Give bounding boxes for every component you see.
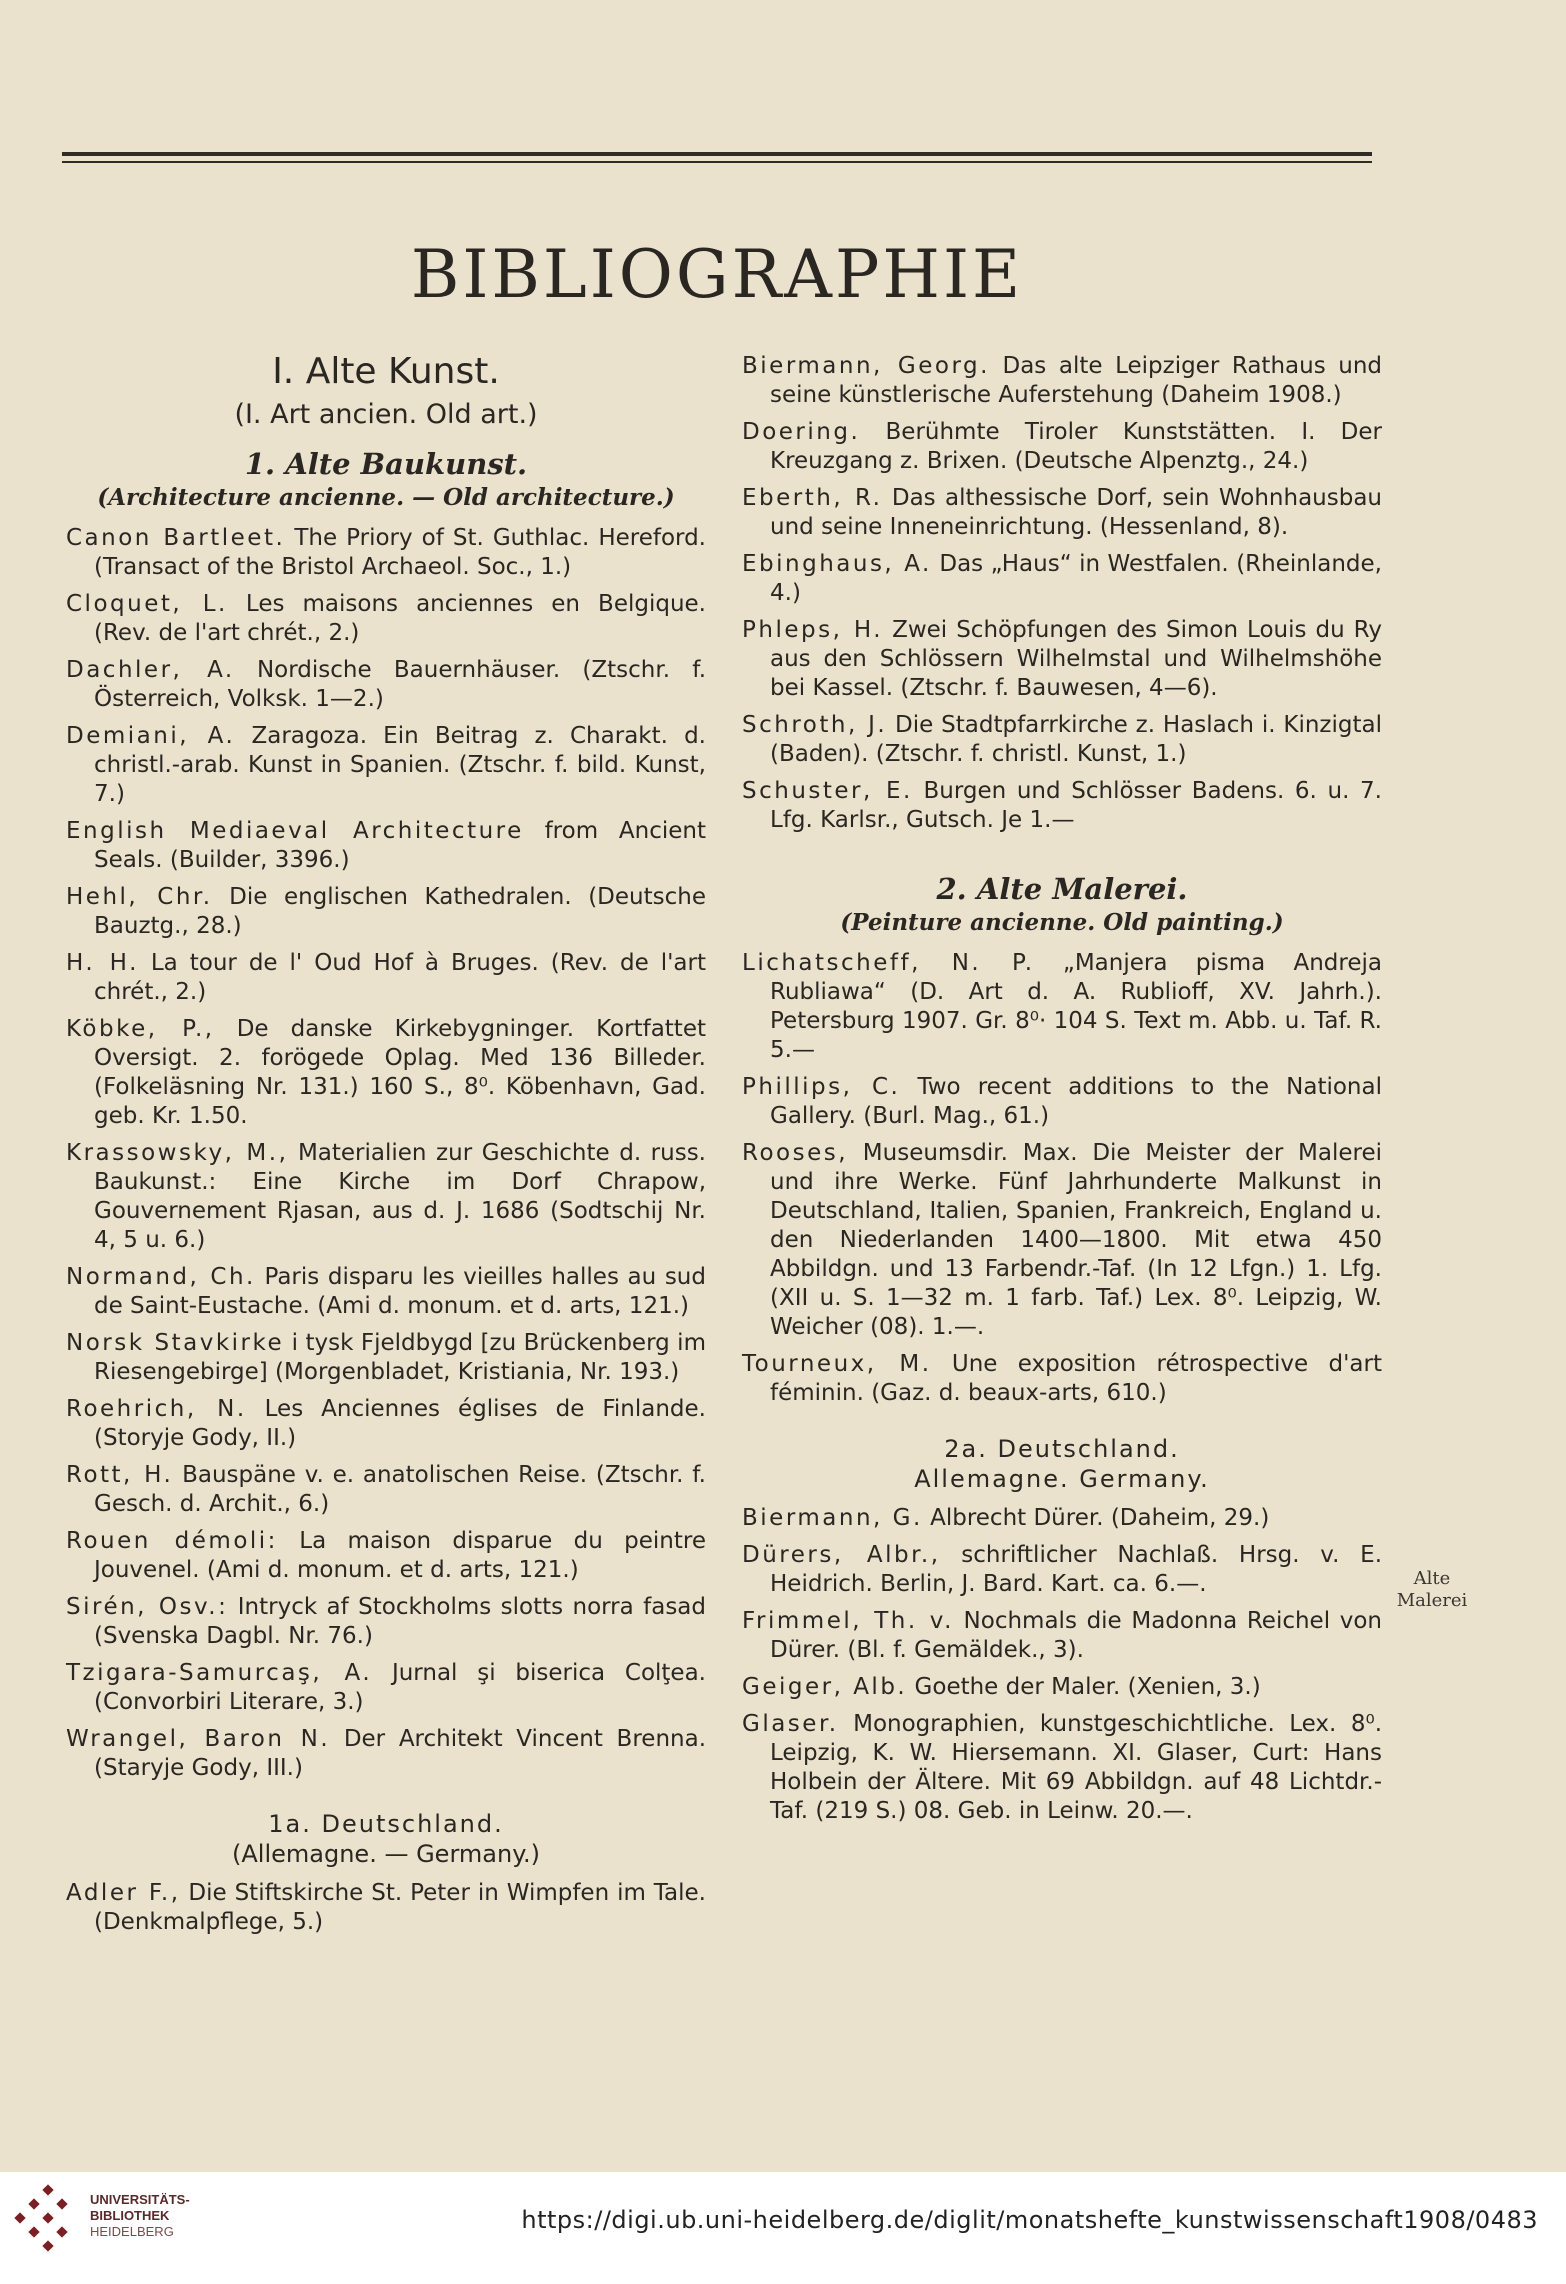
entry-author: Adler F.,: [66, 1880, 181, 1906]
bibliography-entry: [742, 949, 1382, 1065]
subsection-subheading: (Architecture ancienne. — Old architecture.): [97, 484, 675, 511]
bibliography-entry: [742, 550, 1382, 608]
entry-text: Bauspäne v. e. anatolischen Reise. (Ztschr. f. Gesch. d. Archit., 6.): [94, 1462, 706, 1517]
entry-list: [66, 524, 706, 1783]
entry-text: Das alte Leipziger Rathaus und seine künstlerische Auferstehung (Daheim 1908.): [770, 353, 1382, 408]
entry-list: [66, 1879, 706, 1937]
bibliography-entry: [742, 418, 1382, 476]
bibliography-entry: [66, 1879, 706, 1937]
entry-text: Les maisons anciennes en Belgique. (Rev. de l'art chrét., 2.): [94, 591, 706, 646]
bibliography-entry: [742, 711, 1382, 769]
bibliography-entry: [66, 1139, 706, 1255]
top-rule-thin: [62, 161, 1372, 163]
entry-author: Dachler, A.: [66, 657, 235, 683]
library-name-line: BIBLIOTHEK: [90, 2208, 170, 2223]
entry-text: La maison disparue du peintre Jouvenel. (Ami d. monum. et d. arts, 121.): [94, 1528, 706, 1583]
entry-text: Burgen und Schlösser Badens. 6. u. 7. Lfg. Karlsr., Gutsch. Je 1.—: [770, 778, 1382, 833]
entry-author: Wrangel, Baron N.: [66, 1726, 331, 1752]
right-column: [742, 352, 1382, 1834]
entry-text: Two recent additions to the National Gallery. (Burl. Mag., 61.): [770, 1074, 1382, 1129]
left-column: [66, 350, 706, 1945]
entry-author: Schroth, J.: [742, 712, 888, 738]
entry-text: Die Stadtpfarrkirche z. Haslach i. Kinzigtal (Baden). (Ztschr. f. christl. Kunst, 1.): [770, 712, 1383, 767]
bibliography-entry: [66, 656, 706, 714]
subsection-subheading: (Peinture ancienne. Old painting.): [840, 909, 1284, 936]
bibliography-entry: [66, 1659, 706, 1717]
entry-text: Monographien, kunstgeschichtliche. Lex. 8⁰. Leipzig, K. W. Hiersemann. XI. Glaser, Curt: Hans Holbein der Ältere. Mit 69 Abbildgn. auf 48 Lichtdr.-Taf. (219 S.) 08. Geb. in Leinw. 20.—.: [770, 1711, 1382, 1824]
entry-text: Museumsdir. Max. Die Meister der Malerei und ihre Werke. Fünf Jahrhunderte Malkunst in Deutschland, Italien, Spanien, Frankreich, England u. den Niederlanden 1400—1800. Mit etwa 450 Abbildgn. und 13 Farbendr.-Taf. (In 12 Lfgn.) 1. Lfg. (XII u. S. 1—32 m. 1 farb. Taf.) Lex. 8⁰. Leipzig, W. Weicher (08). 1.—.: [770, 1140, 1382, 1340]
viewer-footer: [0, 2172, 1566, 2284]
entry-author: Hehl, Chr.: [66, 884, 213, 910]
entry-text: „Manjera pisma Andreja Rubliawa“ (D. Art d. A. Rublioff, XV. Jahrh.). Petersburg 1907. Gr. 8⁰· 104 S. Text m. Abb. u. Taf. R. 5.—: [770, 950, 1382, 1063]
bibliography-entry: [742, 777, 1382, 835]
entry-text: schriftlicher Nachlaß. Hrsg. v. E. Heidrich. Berlin, J. Bard. Kart. ca. 6.—.: [770, 1542, 1383, 1597]
entry-text: Une exposition rétrospective d'art féminin. (Gaz. d. beaux-arts, 610.): [770, 1351, 1382, 1406]
sub-subsection-subheading: (Allemagne. — Germany.): [232, 1840, 540, 1868]
entry-author: Eberth, R.: [742, 485, 883, 511]
entry-author: Tourneux, M.: [742, 1351, 932, 1377]
entry-author: Glaser.: [742, 1711, 839, 1737]
sub-subsection-heading: 2a. Deutschland.: [944, 1435, 1180, 1463]
bibliography-entry: [742, 1607, 1382, 1665]
subsection-heading: 2. Alte Malerei.: [936, 872, 1188, 906]
entry-list: [742, 949, 1382, 1408]
margin-note: Alte Malerei: [1396, 1568, 1468, 1611]
bibliography-entry: [66, 949, 706, 1007]
bibliography-entry: [742, 484, 1382, 542]
top-rule: [62, 152, 1372, 156]
entry-text: Goethe der Maler. (Xenien, 3.): [907, 1674, 1261, 1700]
entry-list: [742, 352, 1382, 835]
entry-text: Die Stiftskirche St. Peter in Wimpfen im Tale. (Denkmalpflege, 5.): [94, 1880, 706, 1935]
entry-list: [742, 1504, 1382, 1826]
bibliography-entry: [66, 524, 706, 582]
entry-author: Rooses,: [742, 1140, 849, 1166]
bibliography-entry: [742, 1710, 1382, 1826]
entry-author: Rott, H.: [66, 1462, 174, 1488]
entry-text: Materialien zur Geschichte d. russ. Baukunst.: Eine Kirche im Dorf Chrapow, Gouvernement Rjasan, aus d. J. 1686 (Sodtschij Nr. 4, 5 u. 6.): [94, 1140, 706, 1253]
entry-author: Krassowsky, M.,: [66, 1140, 289, 1166]
entry-author: Phillips, C.: [742, 1074, 901, 1100]
entry-author: Ebinghaus, A.: [742, 551, 932, 577]
entry-text: Nochmals die Madonna Reichel von Dürer. (Bl. f. Gemäldek., 3).: [770, 1608, 1382, 1663]
entry-text: Berühmte Tiroler Kunststätten. I. Der Kreuzgang z. Brixen. (Deutsche Alpenztg., 24.): [770, 419, 1382, 474]
entry-author: Canon Bartleet.: [66, 525, 286, 551]
entry-text: Paris disparu les vieilles halles au sud de Saint-Eustache. (Ami d. monum. et d. arts, 121.): [94, 1264, 706, 1319]
page-title: BIBLIOGRAPHIE: [410, 236, 1024, 313]
entry-text: The Priory of St. Guthlac. Hereford. (Transact of the Bristol Archaeol. Soc., 1.): [94, 525, 706, 580]
bibliography-entry: [742, 1504, 1382, 1533]
entry-text: Zwei Schöpfungen des Simon Louis du Ry aus den Schlössern Wilhelmstal und Wilhelmshöhe bei Kassel. (Ztschr. f. Bauwesen, 4—6).: [770, 617, 1382, 701]
bibliography-entry: [742, 1673, 1382, 1702]
entry-text: Les Anciennes églises de Finlande. (Storyje Gody, II.): [94, 1396, 706, 1451]
entry-text: De danske Kirkebygninger. Kortfattet Oversigt. 2. forögede Oplag. Med 136 Billeder. (Folkeläsning Nr. 131.) 160 S., 8⁰. Köbenhavn, Gad. geb. Kr. 1.50.: [94, 1016, 706, 1129]
bibliography-entry: [742, 616, 1382, 703]
library-name-line: HEIDELBERG: [90, 2224, 174, 2239]
bibliography-entry: [742, 1139, 1382, 1342]
entry-text: Jurnal şi biserica Colţea. (Convorbiri Literare, 3.): [94, 1660, 706, 1715]
entry-author: Tzigara-Samurcaş, A.: [66, 1660, 373, 1686]
entry-text: La tour de l' Oud Hof à Bruges. (Rev. de l'art chrét., 2.): [94, 950, 706, 1005]
entry-text: Albrecht Dürer. (Daheim, 29.): [922, 1505, 1270, 1531]
entry-text: Der Architekt Vincent Brenna. (Staryje Gody, III.): [94, 1726, 706, 1781]
bibliography-entry: [742, 1073, 1382, 1131]
bibliography-entry: [66, 1015, 706, 1131]
entry-text: Zaragoza. Ein Beitrag z. Charakt. d. christl.-arab. Kunst in Spanien. (Ztschr. f. bild. Kunst, 7.): [94, 723, 706, 807]
section-heading: I. Alte Kunst.: [272, 351, 500, 392]
entry-text: Das althessische Dorf, sein Wohnhausbau und seine Inneneinrichtung. (Hessenland, 8).: [770, 485, 1382, 540]
entry-author: Roehrich, N.: [66, 1396, 247, 1422]
bibliography-entry: [66, 722, 706, 809]
entry-author: Biermann, G.: [742, 1505, 923, 1531]
bibliography-entry: [66, 1329, 706, 1387]
entry-author: Norsk Stavkirke: [66, 1330, 285, 1356]
entry-author: Frimmel, Th. v.: [742, 1608, 954, 1634]
sub-subsection-subheading: Allemagne. Germany.: [914, 1465, 1210, 1493]
subsection-heading: 1. Alte Baukunst.: [244, 447, 528, 481]
entry-author: Cloquet, L.: [66, 591, 228, 617]
entry-author: Dürers, Albr.,: [742, 1542, 941, 1568]
library-name: [90, 2192, 190, 2240]
bibliography-entry: [742, 1541, 1382, 1599]
entry-author: Normand, Ch.: [66, 1264, 256, 1290]
library-logo-icon: [10, 2184, 80, 2254]
entry-author: Schuster, E.: [742, 778, 913, 804]
bibliography-entry: [742, 352, 1382, 410]
section-subheading: (I. Art ancien. Old art.): [234, 399, 538, 430]
bibliography-entry: [66, 883, 706, 941]
entry-text: Intryck af Stockholms slotts norra fasad (Svenska Dagbl. Nr. 76.): [94, 1594, 707, 1649]
bibliography-entry: [66, 1527, 706, 1585]
entry-author: Phleps, H.: [742, 617, 884, 643]
entry-author: Rouen démoli:: [66, 1528, 278, 1554]
bibliography-entry: [66, 1263, 706, 1321]
bibliography-entry: [66, 1593, 706, 1651]
entry-author: Sirén, Osv.:: [66, 1594, 229, 1620]
entry-author: H. H.: [66, 950, 139, 976]
entry-author: Lichatscheff, N. P.: [742, 950, 1035, 976]
bibliography-entry: [66, 1725, 706, 1783]
entry-text: from Ancient Seals. (Builder, 3396.): [94, 818, 706, 873]
bibliography-entry: [742, 1350, 1382, 1408]
entry-text: Die englischen Kathedralen. (Deutsche Bauztg., 28.): [94, 884, 706, 939]
bibliography-entry: [66, 1395, 706, 1453]
bibliography-entry: [66, 1461, 706, 1519]
entry-author: Doering.: [742, 419, 861, 445]
permalink-url[interactable]: https://digi.ub.uni-heidelberg.de/diglit/monatshefte_kunstwissenschaft1908/0483: [521, 2206, 1538, 2234]
entry-author: English Mediaeval Architecture: [66, 818, 524, 844]
entry-text: Das „Haus“ in Westfalen. (Rheinlande, 4.): [770, 551, 1382, 606]
sub-subsection-heading: 1a. Deutschland.: [268, 1810, 504, 1838]
library-name-line: UNIVERSITÄTS-: [90, 2192, 190, 2207]
entry-text: Nordische Bauernhäuser. (Ztschr. f. Österreich, Volksk. 1—2.): [94, 657, 707, 712]
entry-author: Geiger, Alb.: [742, 1674, 908, 1700]
entry-author: Köbke, P.,: [66, 1016, 215, 1042]
entry-author: Demiani, A.: [66, 723, 236, 749]
bibliography-entry: [66, 590, 706, 648]
entry-text: i tysk Fjeldbygd [zu Brückenberg im Riesengebirge] (Morgenbladet, Kristiania, Nr. 193.): [94, 1330, 706, 1385]
bibliography-entry: [66, 817, 706, 875]
entry-author: Biermann, Georg.: [742, 353, 990, 379]
